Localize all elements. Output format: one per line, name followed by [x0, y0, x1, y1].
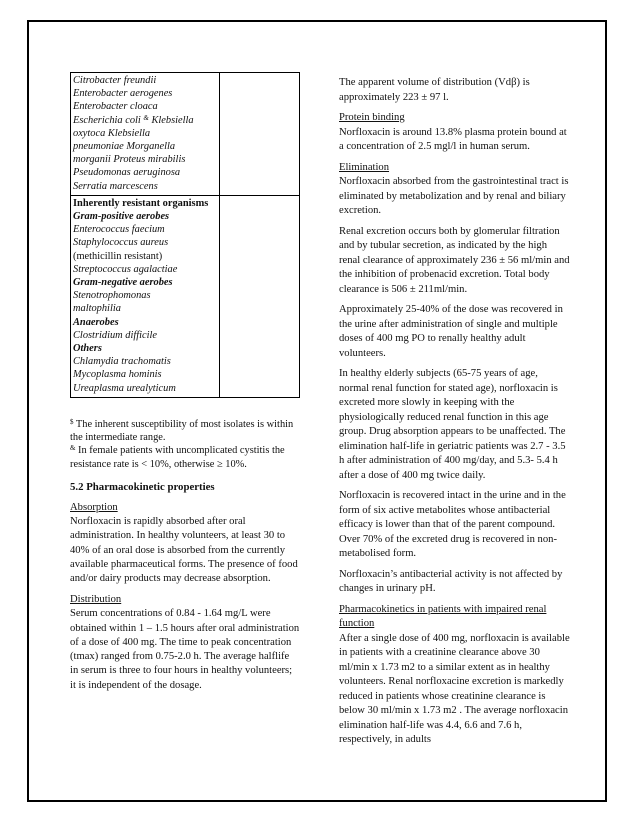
paragraph [339, 111, 570, 155]
organism-name: Serratia marcescens [73, 180, 158, 192]
empty-cell [219, 195, 299, 397]
organism-name: Pseudomonas aeruginosa [73, 167, 181, 179]
group-heading: Gram-negative aerobes [73, 277, 173, 289]
organism-name: pneumoniae Morganella [73, 141, 176, 153]
organism-name: Streptococcus agalactiae [73, 263, 178, 275]
organism-table [70, 72, 300, 398]
paragraph [339, 303, 570, 361]
empty-cell [219, 73, 299, 196]
organism-name: Ureaplasma urealyticum [73, 382, 176, 394]
paragraph-heading: Elimination [339, 161, 390, 173]
paragraph [339, 161, 570, 219]
footnote-text: In female patients with uncomplicated cystitis the resistance rate is < 10%, otherwise ≥ 10%. [70, 445, 285, 470]
resistant-heading: Inherently resistant organisms [73, 197, 209, 209]
paragraph-text: Approximately 25-40% of the dose was recovered in the urine after administration of single and multiple doses of 400 mg PO to renally healthy adult volunteers. [339, 304, 563, 359]
footnote-mark: & [143, 113, 149, 122]
organism-note: (methicillin resistant) [73, 250, 163, 262]
organism-name: Citrobacter freundii [73, 75, 157, 86]
paragraph [339, 76, 570, 105]
susceptible-organisms-cell [71, 73, 220, 196]
organism-name: maltophilia [73, 303, 121, 315]
paragraph-text: Norfloxacin is around 13.8% plasma protein bound at a concentration of 2.5 mgl/l in human serum. [339, 126, 567, 152]
group-heading: Anaerobes [73, 316, 119, 328]
right-column [339, 76, 570, 754]
footnote [70, 418, 300, 445]
organism-name: oxytoca Klebsiella [73, 127, 151, 139]
paragraph-heading: Protein binding [339, 112, 405, 123]
group-heading: Gram-positive aerobes [73, 211, 170, 223]
paragraph-text: The apparent volume of distribution (Vdβ) is approximately 223 ± 97 l. [339, 77, 530, 103]
paragraph-text: In healthy elderly subjects (65-75 years of age, normal renal function for stated age), norfloxacin is excreted more slowly in keeping with the physiologically reduced renal function in this age group. Drug absorption appears to be unaffected. The elimination half-life in geriatric patients was 2.7 - 3.5 h after administration of 400 mg/day, and 5.3- 5.4 h after a dose of 400 mg twice daily. [339, 368, 566, 481]
paragraph-heading: Distribution [70, 594, 122, 606]
footnotes [70, 418, 300, 471]
paragraph-text: Renal excretion occurs both by glomerular filtration and by tubular secretion, as indicated by the high renal clearance of approximately 236 ± 56 ml/min and the inhibition of probenacid excretion. Total body clearance is 506 ± 211ml/min. [339, 225, 570, 295]
paragraph-text: Norfloxacin absorbed from the gastrointestinal tract is eliminated by metabolization and by renal and biliary excretion. [339, 176, 569, 216]
resistant-organisms-cell [71, 195, 220, 397]
organism-name-klebsiella: Klebsiella [151, 114, 194, 126]
paragraph-heading: Pharmacokinetics in patients with impaired renal function [339, 603, 547, 629]
left-column [70, 72, 300, 700]
organism-name: Clostridium difficile [73, 329, 157, 341]
paragraph [339, 225, 570, 298]
paragraph [339, 367, 570, 483]
group-heading: Others [73, 343, 102, 355]
table-row [71, 195, 300, 397]
paragraph [70, 501, 300, 586]
footnote [70, 444, 300, 471]
organism-name: Staphylococcus aureus [73, 237, 169, 249]
footnote-text: The inherent susceptibility of most isolates is within the intermediate range. [70, 418, 294, 444]
paragraph [70, 593, 300, 692]
table-row [71, 73, 300, 196]
paragraph-text: Norfloxacin is rapidly absorbed after oral administration. In healthy volunteers, at least 30 to 40% of an oral dose is absorbed from the currently available pharmaceutical forms. The presence of food and/or dairy products may decrease absorption. [70, 516, 298, 585]
organism-name: Stenotrophomonas [73, 290, 151, 302]
paragraph-text: Serum concentrations of 0.84 - 1.64 mg/L were obtained within 1 – 1.5 hours after oral administration of a dose of 400 mg. The time to peak concentration (tmax) ranged from 0.75-2.0 h. The average halflife in serum is three to four hours in healthy volunteers; it is independent of the dosage. [70, 608, 300, 691]
footnote-mark: & [70, 444, 76, 453]
organism-name: Chlamydia trachomatis [73, 356, 171, 368]
organism-name: Enterococcus faecium [73, 224, 165, 236]
footnote-mark: $ [70, 417, 74, 426]
paragraph-text: After a single dose of 400 mg, norfloxacin is available in patients with a creatinine clearance above 30 ml/min x 1.73 m2 to a similar extent as in healthy volunteers. Renal norfloxacine excretion is markedly reduced in patients whose creatinine clearance is below 30 ml/min x 1.73 m2 . The average norfloxacin elimination half-life was 4.4, 6.6 and 7.6 h, respectively, in adults [339, 632, 570, 745]
paragraph-text: Norfloxacin’s antibacterial activity is not affected by changes in urinary pH. [339, 568, 563, 594]
paragraph [339, 568, 570, 597]
organism-name [73, 114, 217, 127]
organism-name: Enterobacter aerogenes [73, 88, 173, 100]
section-title: 5.2 Pharmacokinetic properties [70, 481, 215, 494]
paragraph-heading: Absorption [70, 502, 118, 514]
organism-name: morganii Proteus mirabilis [73, 154, 186, 166]
paragraph [339, 489, 570, 562]
organism-name: Mycoplasma hominis [73, 369, 162, 381]
paragraph [339, 603, 570, 748]
paragraph-text: Norfloxacin is recovered intact in the urine and in the form of six active metabolites whose antibacterial efficacy is lower than that of the parent compound. Over 70% of the excreted drug is recovered in non-metabolised form. [339, 490, 566, 559]
organism-name: Enterobacter cloaca [73, 101, 158, 113]
organism-name-ecoli: Escherichia coli [73, 114, 141, 126]
